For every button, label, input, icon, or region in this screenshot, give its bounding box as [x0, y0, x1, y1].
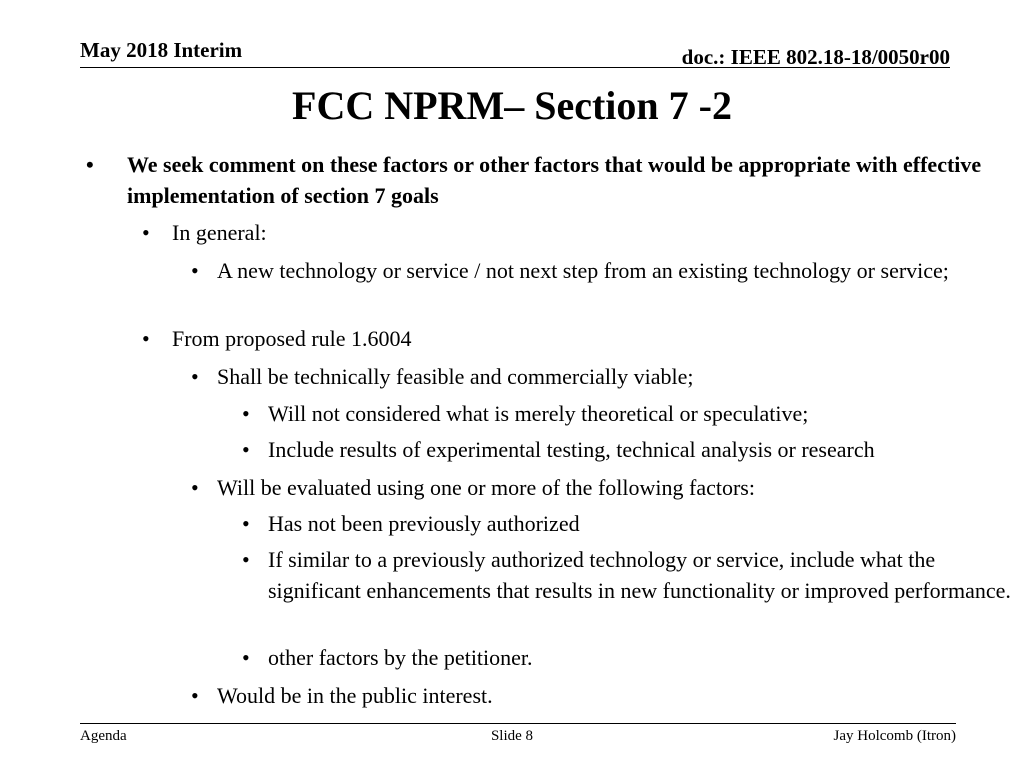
footer-section: Agenda	[80, 728, 127, 744]
bullet-item	[86, 149, 997, 211]
bullet-text: Has not been previously authorized	[268, 511, 580, 536]
bullet-item	[242, 508, 1013, 539]
bullet-text: A new technology or service / not next step from an existing technology or service;	[217, 258, 949, 283]
bullet-icon: •	[191, 475, 199, 500]
bullet-item	[191, 472, 997, 503]
bullet-text: other factors by the petitioner.	[268, 645, 533, 670]
bullet-text: Include results of experimental testing, technical analysis or research	[268, 437, 875, 462]
bullet-icon: •	[191, 364, 199, 389]
bullet-icon: •	[142, 326, 150, 351]
bullet-item	[191, 680, 997, 711]
header-date: May 2018 Interim	[80, 38, 243, 62]
bullet-icon: •	[142, 220, 150, 245]
header-divider	[80, 67, 950, 68]
footer-divider	[80, 723, 956, 724]
bullet-item	[191, 361, 997, 392]
bullet-item	[142, 323, 992, 354]
slide-number: Slide 8	[490, 728, 534, 744]
bullet-item	[242, 544, 1013, 606]
bullet-text: From proposed rule 1.6004	[172, 326, 412, 351]
bullet-icon: •	[242, 401, 250, 426]
bullet-item	[242, 434, 1013, 465]
header-doc-id: doc.: IEEE 802.18-18/0050r00	[681, 45, 950, 69]
bullet-item	[242, 398, 1013, 429]
bullet-item	[191, 255, 997, 286]
bullet-text: Will be evaluated using one or more of the following factors:	[217, 475, 755, 500]
bullet-icon: •	[191, 683, 199, 708]
bullet-icon: •	[242, 645, 250, 670]
bullet-icon: •	[86, 152, 94, 177]
bullet-icon: •	[191, 258, 199, 283]
bullet-text: Will not considered what is merely theoretical or speculative;	[268, 401, 809, 426]
bullet-text: Shall be technically feasible and commercially viable;	[217, 364, 694, 389]
bullet-text: If similar to a previously authorized technology or service, include what the significant enhancements that results in new functionality or improved performance.	[268, 547, 1011, 603]
bullet-icon: •	[242, 547, 250, 572]
bullet-item	[142, 217, 992, 248]
bullet-icon: •	[242, 511, 250, 536]
bullet-item	[242, 642, 1013, 673]
bullet-text: We seek comment on these factors or other factors that would be appropriate with effective implementation of section 7 goals	[127, 152, 982, 208]
bullet-icon: •	[242, 437, 250, 462]
slide-title: FCC NPRM– Section 7 -2	[292, 83, 732, 128]
footer-author: Jay Holcomb (Itron)	[833, 728, 956, 744]
bullet-text: Would be in the public interest.	[217, 683, 493, 708]
bullet-text: In general:	[172, 220, 267, 245]
